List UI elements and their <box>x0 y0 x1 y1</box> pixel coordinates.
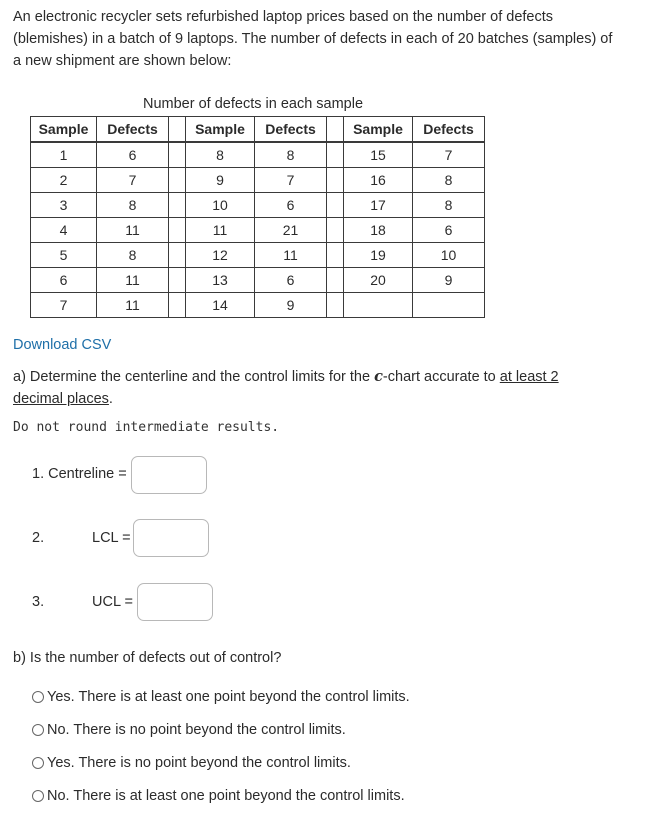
table-cell: 8 <box>186 142 255 168</box>
table-cell: 2 <box>31 168 97 193</box>
option-label: Yes. There is at least one point beyond the control limits. <box>47 689 410 705</box>
spacer-cell <box>327 293 344 318</box>
ucl-label: UCL = <box>92 594 133 610</box>
spacer-cell <box>169 218 186 243</box>
item-number-2: 2. <box>32 530 45 546</box>
table-cell: 8 <box>97 243 169 268</box>
header-sample-1: Sample <box>31 117 97 143</box>
table-cell: 11 <box>97 293 169 318</box>
spacer-cell <box>169 117 186 143</box>
download-csv-link[interactable]: Download CSV <box>13 337 112 353</box>
header-sample-3: Sample <box>344 117 413 143</box>
rounding-note: Do not round intermediate results. <box>13 420 280 435</box>
spacer-cell <box>169 168 186 193</box>
spacer-cell <box>327 117 344 143</box>
table-header-row <box>31 117 485 143</box>
table-cell <box>413 293 485 318</box>
table-cell: 10 <box>186 193 255 218</box>
table-cell: 6 <box>413 218 485 243</box>
table-row <box>31 293 485 318</box>
table-cell: 7 <box>97 168 169 193</box>
spacer-cell <box>327 243 344 268</box>
table-cell: 13 <box>186 268 255 293</box>
table-cell: 6 <box>255 268 327 293</box>
table-cell: 20 <box>344 268 413 293</box>
item-number-3: 3. <box>32 594 45 610</box>
ucl-input[interactable] <box>137 583 213 621</box>
table-cell: 15 <box>344 142 413 168</box>
spacer-cell <box>327 168 344 193</box>
spacer-cell <box>327 268 344 293</box>
table-cell: 11 <box>97 218 169 243</box>
table-cell: 9 <box>255 293 327 318</box>
table-cell: 6 <box>255 193 327 218</box>
table-cell: 9 <box>413 268 485 293</box>
table-cell: 11 <box>186 218 255 243</box>
spacer-cell <box>169 193 186 218</box>
table-cell: 8 <box>413 193 485 218</box>
table-cell: 16 <box>344 168 413 193</box>
table-cell: 7 <box>255 168 327 193</box>
spacer-cell <box>169 142 186 168</box>
table-row <box>31 218 485 243</box>
radio-button[interactable] <box>32 724 44 736</box>
table-cell: 21 <box>255 218 327 243</box>
item-number-1: 1. <box>32 466 45 482</box>
table-cell: 7 <box>31 293 97 318</box>
problem-intro: An electronic recycler sets refurbished laptop prices based on the number of defects (blemishes) in a batch of 9 laptops. The number of defects in each of 20 batches (samples) of a new shipment are shown below: <box>13 9 613 69</box>
table-cell: 4 <box>31 218 97 243</box>
part-a-text-pre: a) Determine the centerline and the control limits for the <box>13 369 375 385</box>
precision-link-2: decimal places <box>13 391 109 407</box>
table-cell: 7 <box>413 142 485 168</box>
table-cell: 8 <box>413 168 485 193</box>
table-row <box>31 268 485 293</box>
table-row <box>31 193 485 218</box>
spacer-cell <box>327 218 344 243</box>
header-defects-3: Defects <box>413 117 485 143</box>
radio-button[interactable] <box>32 757 44 769</box>
spacer-cell <box>169 293 186 318</box>
part-b-question: b) Is the number of defects out of control? <box>13 650 282 666</box>
table-cell <box>344 293 413 318</box>
table-cell: 5 <box>31 243 97 268</box>
radio-button[interactable] <box>32 790 44 802</box>
part-a-text-post: . <box>108 391 113 407</box>
spacer-cell <box>327 142 344 168</box>
spacer-cell <box>327 193 344 218</box>
table-cell: 11 <box>97 268 169 293</box>
option-label: No. There is at least one point beyond the control limits. <box>47 788 405 804</box>
table-row <box>31 142 485 168</box>
c-chart-letter: c <box>374 368 383 385</box>
table-cell: 14 <box>186 293 255 318</box>
radio-button[interactable] <box>32 691 44 703</box>
table-cell: 18 <box>344 218 413 243</box>
lcl-label: LCL = <box>92 530 131 546</box>
table-cell: 8 <box>255 142 327 168</box>
table-cell: 17 <box>344 193 413 218</box>
centreline-input[interactable] <box>131 456 207 494</box>
centreline-label: Centreline = <box>48 466 127 482</box>
table-cell: 8 <box>97 193 169 218</box>
centreline-number <box>32 466 127 482</box>
table-cell: 3 <box>31 193 97 218</box>
precision-link-1: at least 2 <box>499 369 559 385</box>
table-cell: 6 <box>31 268 97 293</box>
option-label: Yes. There is no point beyond the control limits. <box>47 755 351 771</box>
option-yes-beyond[interactable] <box>32 689 410 705</box>
option-no-none-beyond[interactable] <box>32 722 346 738</box>
table-row <box>31 168 485 193</box>
table-cell: 10 <box>413 243 485 268</box>
spacer-cell <box>169 268 186 293</box>
defects-table <box>30 116 485 318</box>
option-label: No. There is no point beyond the control limits. <box>47 722 346 738</box>
part-a-question <box>13 366 613 410</box>
table-row <box>31 243 485 268</box>
table-cell: 1 <box>31 142 97 168</box>
header-sample-2: Sample <box>186 117 255 143</box>
table-cell: 6 <box>97 142 169 168</box>
header-defects-1: Defects <box>97 117 169 143</box>
header-defects-2: Defects <box>255 117 327 143</box>
table-cell: 11 <box>255 243 327 268</box>
table-cell: 12 <box>186 243 255 268</box>
lcl-input[interactable] <box>133 519 209 557</box>
option-no-beyond[interactable] <box>32 788 405 804</box>
table-caption: Number of defects in each sample <box>143 96 364 112</box>
spacer-cell <box>169 243 186 268</box>
option-yes-none-beyond[interactable] <box>32 755 351 771</box>
part-a-text-mid: -chart accurate to <box>382 369 500 385</box>
table-cell: 19 <box>344 243 413 268</box>
table-cell: 9 <box>186 168 255 193</box>
